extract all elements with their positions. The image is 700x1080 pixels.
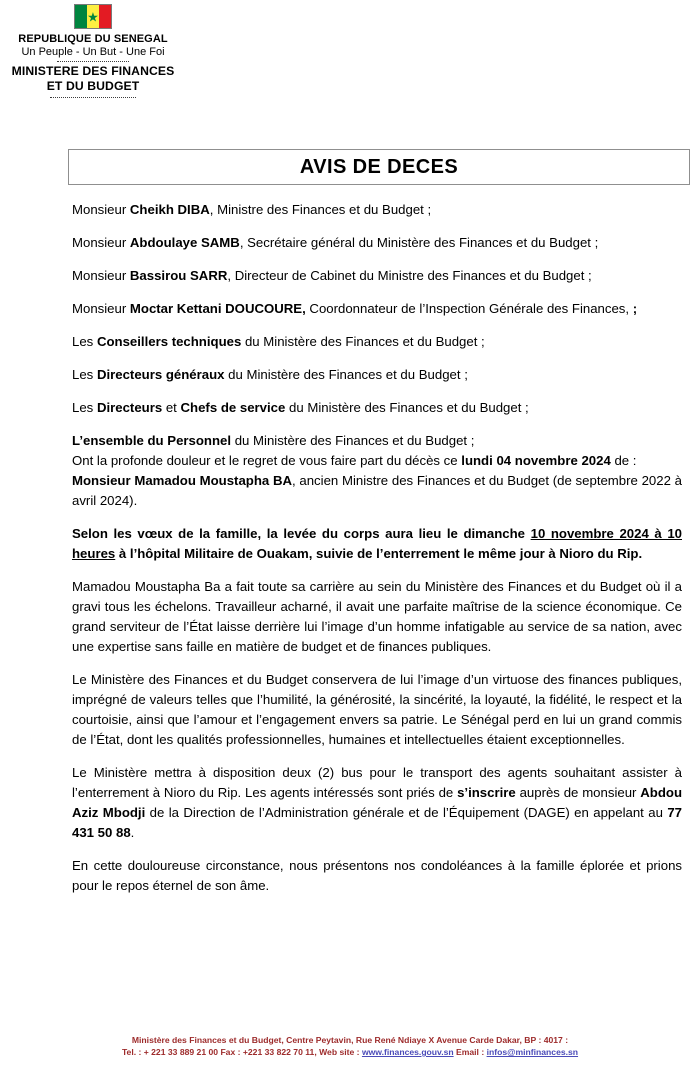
p11-prefix: Selon les vœux de la famille, la levée du corps aura lieu le dimanche <box>72 526 531 541</box>
p3-name: Bassirou SARR <box>129 268 228 283</box>
p4-mid: Coordonnateur de l’Inspection Générale des Finances, <box>305 301 633 316</box>
footer-phone-fax: Tel. : + 221 33 889 21 00 Fax : +221 33 822 70 11, Web site : <box>121 1047 362 1057</box>
p4-prefix: Monsieur <box>72 301 130 316</box>
contact-name: Abdou Aziz Mbodji <box>72 785 683 820</box>
condolences-paragraph: En cette douloureuse circonstance, nous présentons nos condoléances à la famille éplorée et prions pour le repos éternel de son âme. <box>72 858 682 893</box>
flag-band-green <box>75 5 87 28</box>
p1-prefix: Monsieur <box>72 202 130 217</box>
p7-mid: et <box>162 400 181 415</box>
announcement-line <box>72 451 682 471</box>
senegal-flag-icon <box>74 4 112 29</box>
recipient-line-4 <box>72 299 682 319</box>
p6-prefix: Les <box>72 367 97 382</box>
document-footer <box>0 1034 700 1058</box>
flag-band-red <box>99 5 111 28</box>
ceremony-paragraph <box>72 524 682 564</box>
recipient-line-6 <box>72 365 682 385</box>
recipient-line-3 <box>72 266 682 286</box>
header-divider-bottom <box>50 97 136 98</box>
footer-website-link[interactable]: www.finances.gouv.sn <box>361 1047 454 1057</box>
footer-email-link[interactable]: infos@minfinances.sn <box>486 1047 579 1057</box>
p7-role-b: Chefs de service <box>180 400 286 415</box>
p7-role-a: Directeurs <box>96 400 163 415</box>
recipient-line-2 <box>72 233 682 253</box>
p14-part3: de la Direction de l’Administration générale et de l’Équipement (DAGE) en appelant au <box>145 805 668 820</box>
p14-part4: . <box>130 825 135 840</box>
recipient-line-7 <box>72 398 682 418</box>
p14-part2: auprès de monsieur <box>515 785 641 800</box>
p7-suffix: du Ministère des Finances et du Budget ; <box>285 400 529 415</box>
republic-motto: Un Peuple - Un But - Une Foi <box>21 46 165 58</box>
document-body <box>72 200 682 909</box>
p8-suffix: du Ministère des Finances et du Budget ; <box>231 433 475 448</box>
recipient-line-1 <box>72 200 682 220</box>
p6-suffix: du Ministère des Finances et du Budget ; <box>224 367 468 382</box>
p3-suffix: , Directeur de Cabinet du Ministre des Finances et du Budget ; <box>227 268 592 283</box>
p8-role: L’ensemble du Personnel <box>72 433 232 448</box>
p1-name: Cheikh DIBA <box>129 202 210 217</box>
p5-role: Conseillers techniques <box>96 334 242 349</box>
p9-suffix: de : <box>610 453 637 468</box>
biography-paragraph-1: Mamadou Moustapha Ba a fait toute sa carrière au sein du Ministère des Finances et du Budget où il a gravi tous les échelons. Travailleur acharné, il avait une parfaite maîtrise de la science économique. Ce grand serviteur de l’État laisse derrière lui l’image d’un homme infatigable au service de sa nation, avec une expertise sans faille en matière de budget et de finances publiques. <box>72 579 682 654</box>
footer-address-line: Ministère des Finances et du Budget, Centre Peytavin, Rue René Ndiaye X Avenue Carde Dakar, BP : 4017 : <box>131 1035 569 1045</box>
ceremony-datetime: 10 novembre 2024 à 10 heures <box>72 526 682 561</box>
p10-suffix: , ancien Ministre des Finances et du Budget (de septembre 2022 à avril 2024). <box>72 473 682 508</box>
p4-semicolon: ; <box>632 301 638 316</box>
footer-email-label: Email : <box>453 1047 487 1057</box>
p3-prefix: Monsieur <box>72 268 130 283</box>
ministry-title-line1: MINISTERE DES FINANCES <box>11 64 175 78</box>
footer-contact-line <box>0 1046 700 1058</box>
p7-prefix: Les <box>72 400 97 415</box>
p6-role: Directeurs généraux <box>96 367 225 382</box>
p1-suffix: , Ministre des Finances et du Budget ; <box>209 202 432 217</box>
document-header <box>0 4 186 100</box>
p5-prefix: Les <box>72 334 97 349</box>
p11-suffix: à l’hôpital Militaire de Ouakam, suivie de l’enterrement le même jour à Nioro du Rip. <box>115 546 643 561</box>
recipient-line-5 <box>72 332 682 352</box>
recipient-line-8 <box>72 431 682 451</box>
p4-name: Moctar Kettani DOUCOURE, <box>129 301 306 316</box>
deceased-line <box>72 471 682 511</box>
p14-register-emphasis: s’inscrire <box>457 785 516 800</box>
page-title: AVIS DE DECES <box>299 155 459 178</box>
p14-part1: Le Ministère mettra à disposition deux (2) bus pour le transport des agents souhaitant assister à l’enterrement à Nioro du Rip. Les agents intéressés sont priés de <box>72 765 682 800</box>
ministry-title-line2: ET DU BUDGET <box>46 79 140 93</box>
title-box <box>68 149 690 185</box>
flag-star-icon: ★ <box>87 9 99 24</box>
deceased-name: Monsieur Mamadou Moustapha BA <box>72 473 292 488</box>
contact-phone: 77 431 50 88 <box>72 805 682 840</box>
republic-title: REPUBLIQUE DU SENEGAL <box>18 33 168 45</box>
p5-suffix: du Ministère des Finances et du Budget ; <box>241 334 485 349</box>
biography-paragraph-2: Le Ministère des Finances et du Budget conservera de lui l’image d’un virtuose des finances publiques, imprégné de valeurs telles que l’humilité, la générosité, la sincérité, la loyauté, la fidélité, le respect et la courtoisie, ainsi que l’amour et l’engagement envers sa patrie. Le Sénégal perd en lui un grand commis de l’État, dont les qualités professionnelles, humaines et intellectuelles étaient exceptionnelles. <box>72 672 682 747</box>
p9-date: lundi 04 novembre 2024 <box>461 453 611 468</box>
p2-suffix: , Secrétaire général du Ministère des Finances et du Budget ; <box>239 235 599 250</box>
p2-prefix: Monsieur <box>72 235 130 250</box>
p9-prefix: Ont la profonde douleur et le regret de vous faire part du décès ce <box>72 453 462 468</box>
transport-paragraph <box>72 763 682 843</box>
p2-name: Abdoulaye SAMB <box>129 235 240 250</box>
header-divider-top <box>57 61 129 62</box>
